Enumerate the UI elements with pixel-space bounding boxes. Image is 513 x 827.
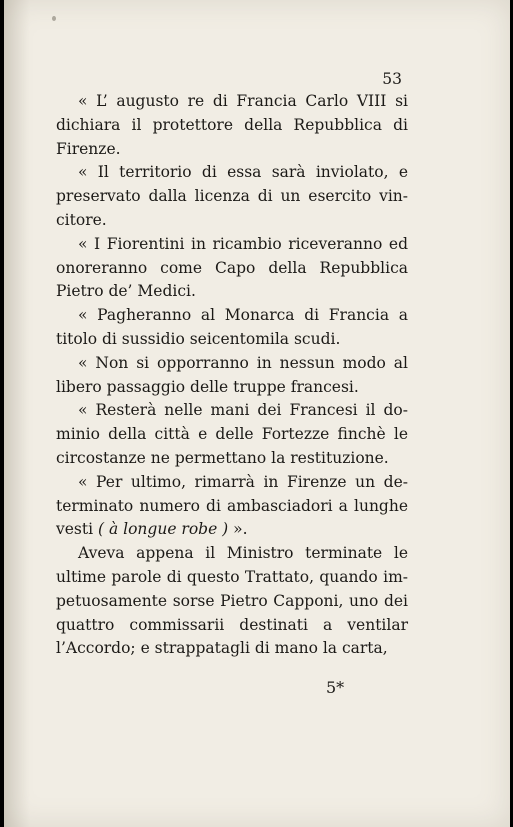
paragraph-5: « Non si opporranno in nessun modo al libero passaggio delle truppe francesi. [56, 353, 408, 396]
paragraph-2: « Il territorio di essa sarà inviolato, e preservato dalla licenza di un esercito vin-citore. [56, 163, 408, 229]
paragraph-4: « Pagheranno al Monarca di Francia a titolo di sussidio seicentomila scudi. [56, 306, 408, 348]
gutter-shadow [4, 0, 30, 827]
signature-mark: 5* [326, 678, 345, 697]
paragraph-7: « Per ultimo, rimarrà in Firenze un de-terminato numero di ambasciadori a lunghe vesti ( à longue robe ) ». [56, 472, 408, 539]
italic-phrase: ( à longue robe ) [98, 520, 229, 539]
paragraph-8: Aveva appena il Ministro terminate le ultime parole di questo Trattato, quando im-petuosamente sorse Pietro Capponi, uno dei quattro commissarii destinati a ventilar l’Accordo; e strappatagli di mano la carta, [56, 544, 408, 658]
page-number: 53 [382, 70, 402, 88]
paragraph-6: « Resterà nelle mani dei Francesi il do-minio della città e delle Fortezze finchè le circostanze ne permettano la restituzione. [56, 401, 408, 467]
paragraph-3: « I Fiorentini in ricambio riceveranno ed onoreranno come Capo della Repubblica Pietro de’ Medici. [56, 234, 408, 301]
paper-speck [52, 16, 56, 21]
text-block [56, 72, 408, 661]
paragraph-1: « L’ augusto re di Francia Carlo VIII si dichiara il protettore della Repubblica di Firenze. [56, 92, 408, 158]
book-page [4, 0, 510, 827]
